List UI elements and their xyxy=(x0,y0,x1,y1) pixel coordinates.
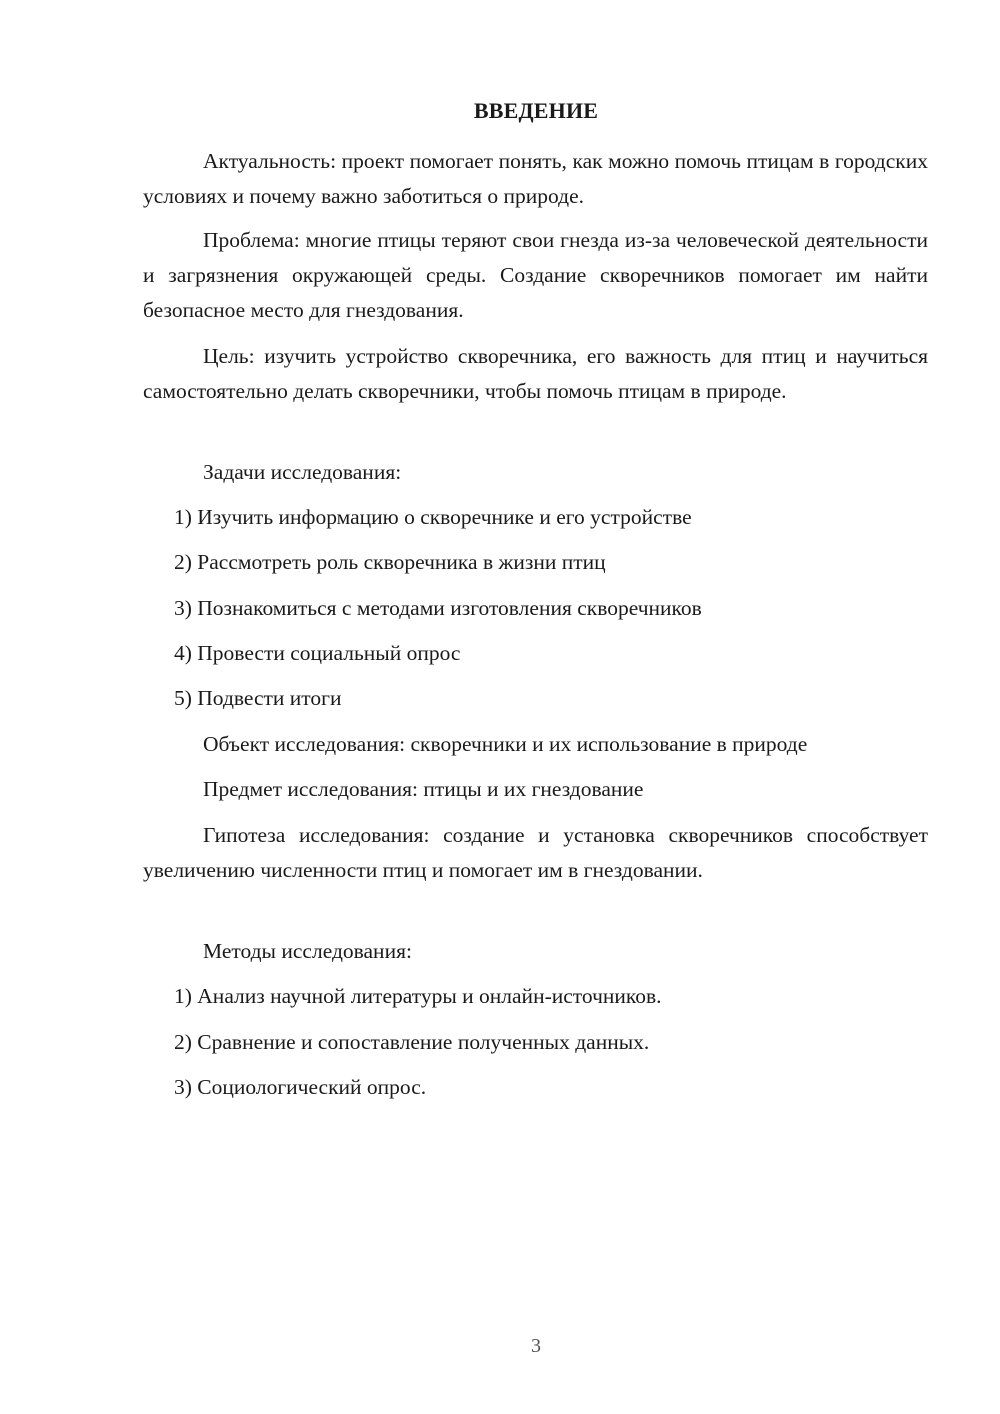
task-item: 3) Познакомиться с методами изготовления скворечников xyxy=(174,596,702,620)
section-title: ВВЕДЕНИЕ xyxy=(473,98,599,123)
paragraph-problem: Проблема: многие птицы теряют свои гнезда из-за человеческой деятельности и загрязнения окружающей среды. Создание скворечников помогает им найти безопасное место для гнездования. xyxy=(143,228,928,322)
paragraph-relevance: Актуальность: проект помогает понять, как можно помочь птицам в городских условиях и почему важно заботиться о природе. xyxy=(143,149,928,208)
research-object: Объект исследования: скворечники и их использование в природе xyxy=(203,732,808,756)
task-item: 4) Провести социальный опрос xyxy=(174,641,461,665)
method-item: 3) Социологический опрос. xyxy=(174,1075,427,1099)
paragraph-goal: Цель: изучить устройство скворечника, его важность для птиц и научиться самостоятельно делать скворечники, чтобы помочь птицам в природе. xyxy=(143,344,928,403)
methods-heading: Методы исследования: xyxy=(203,939,412,963)
method-item: 1) Анализ научной литературы и онлайн-источников. xyxy=(174,984,662,1008)
research-subject: Предмет исследования: птицы и их гнездование xyxy=(203,777,644,801)
method-item: 2) Сравнение и сопоставление полученных данных. xyxy=(174,1030,650,1054)
task-item: 1) Изучить информацию о скворечнике и его устройстве xyxy=(174,505,692,529)
task-item: 2) Рассмотреть роль скворечника в жизни птиц xyxy=(174,550,606,574)
page-number: 3 xyxy=(531,1335,541,1357)
research-hypothesis: Гипотеза исследования: создание и установка скворечников способствует увеличению численности птиц и помогает им в гнездовании. xyxy=(143,823,928,882)
tasks-heading: Задачи исследования: xyxy=(203,460,402,484)
task-item: 5) Подвести итоги xyxy=(174,686,342,710)
